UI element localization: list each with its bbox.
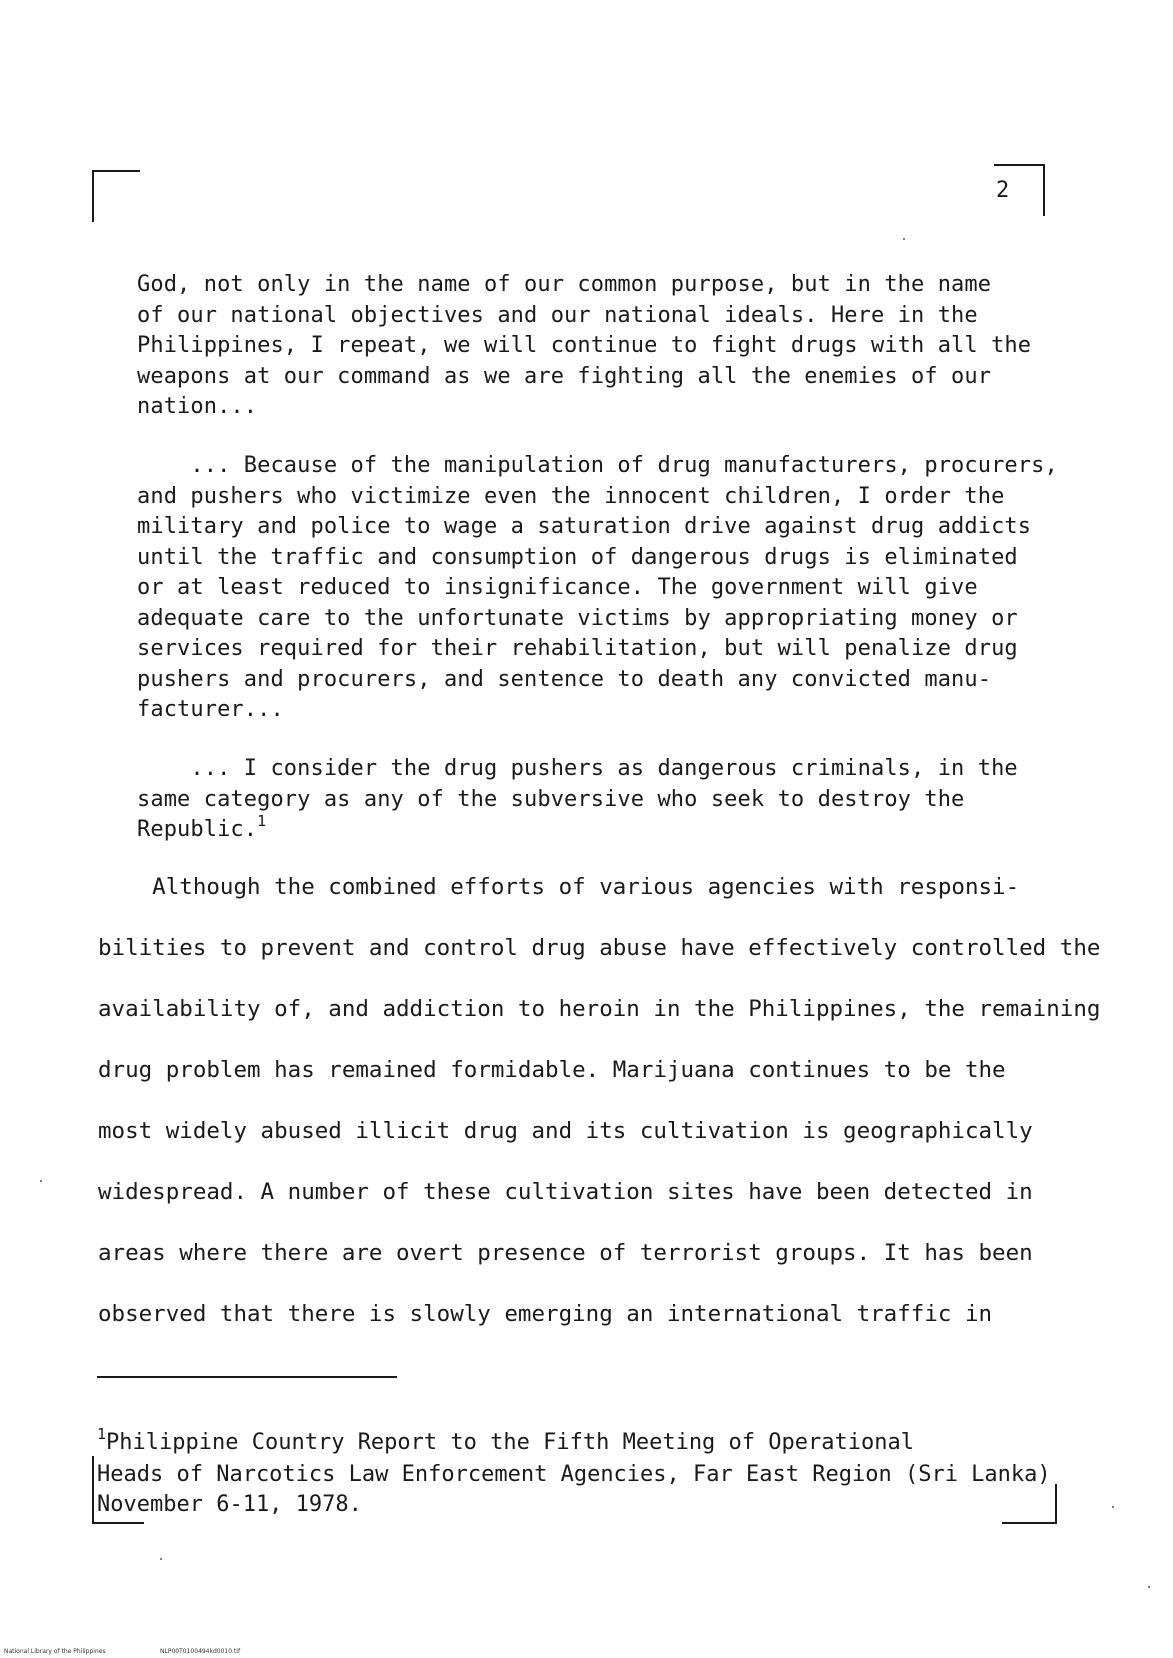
body-line: observed that there is slowly emerging an international traffic in <box>98 1301 993 1327</box>
footnote-reference: 1 <box>257 812 267 830</box>
scan-speck <box>1148 1586 1150 1588</box>
body-line: areas where there are overt presence of terrorist groups. It has been <box>98 1240 1033 1266</box>
scan-speck <box>40 1180 42 1182</box>
quote-paragraph-2: ... Because of the manipulation of drug manufacturers, procurers, and pushers who victimize even the innocent children, I order the military and police to wage a saturation drive against drug addicts until the traffic and consumption of dangerous drugs is eliminated or at least reduced to insignificance. The government will give adequate care to the unfortunate victims by appropriating money or services required for their rehabilitation, but will penalize drug pushers and procurers, and sentence to death any convicted manu- facturer... <box>137 453 1058 722</box>
quote-paragraph-1: God, not only in the name of our common purpose, but in the name of our national objectives and our national ideals. Here in the Philippines, I repeat, we will continue to fight drugs with all the weapons at our command as we are fighting all the enemies of our nation... <box>137 272 1032 419</box>
crop-mark-top-left-h <box>92 170 140 172</box>
crop-mark-top-right-h <box>994 164 1044 166</box>
body-line: drug problem has remained formidable. Marijuana continues to be the <box>98 1057 1006 1083</box>
quote-paragraph-3 <box>137 754 1062 847</box>
footnote-text: Philippine Country Report to the Fifth Meeting of Operational Heads of Narcotics Law Enforcement Agencies, Far East Region (Sri Lanka) November 6-11, 1978. <box>97 1430 1051 1517</box>
scan-speck <box>160 1558 162 1560</box>
crop-mark-bottom-left-h <box>92 1522 144 1524</box>
body-line: bilities to prevent and control drug abuse have effectively controlled the <box>98 935 1101 961</box>
crop-mark-top-left-v <box>92 170 94 222</box>
body-line: widespread. A number of these cultivation sites have been detected in <box>98 1179 1033 1205</box>
page-number: 2 <box>996 178 1010 203</box>
footnote-mark: 1 <box>97 1425 107 1443</box>
body-line: availability of, and addiction to heroin in the Philippines, the remaining <box>98 996 1101 1022</box>
footnote-separator <box>97 1376 397 1378</box>
footer-library: National Library of the Philippines <box>4 1648 106 1655</box>
body-line: most widely abused illicit drug and its cultivation is geographically <box>98 1118 1033 1144</box>
footnote <box>97 1425 1087 1521</box>
crop-mark-bottom-right-h <box>1002 1522 1057 1524</box>
scan-speck <box>903 238 905 240</box>
crop-mark-top-right-v <box>1043 164 1045 216</box>
quote-paragraph-3-text: ... I consider the drug pushers as dangerous criminals, in the same category as any of the subversive who seek to destroy the Republic. <box>137 756 1018 842</box>
scan-speck <box>1112 1506 1114 1508</box>
footer-file-id: NLP00T0100494kd0010.tif <box>160 1648 241 1655</box>
crop-mark-bottom-left-v <box>92 1456 94 1524</box>
body-line: Although the combined efforts of various agencies with responsi- <box>98 874 1020 900</box>
